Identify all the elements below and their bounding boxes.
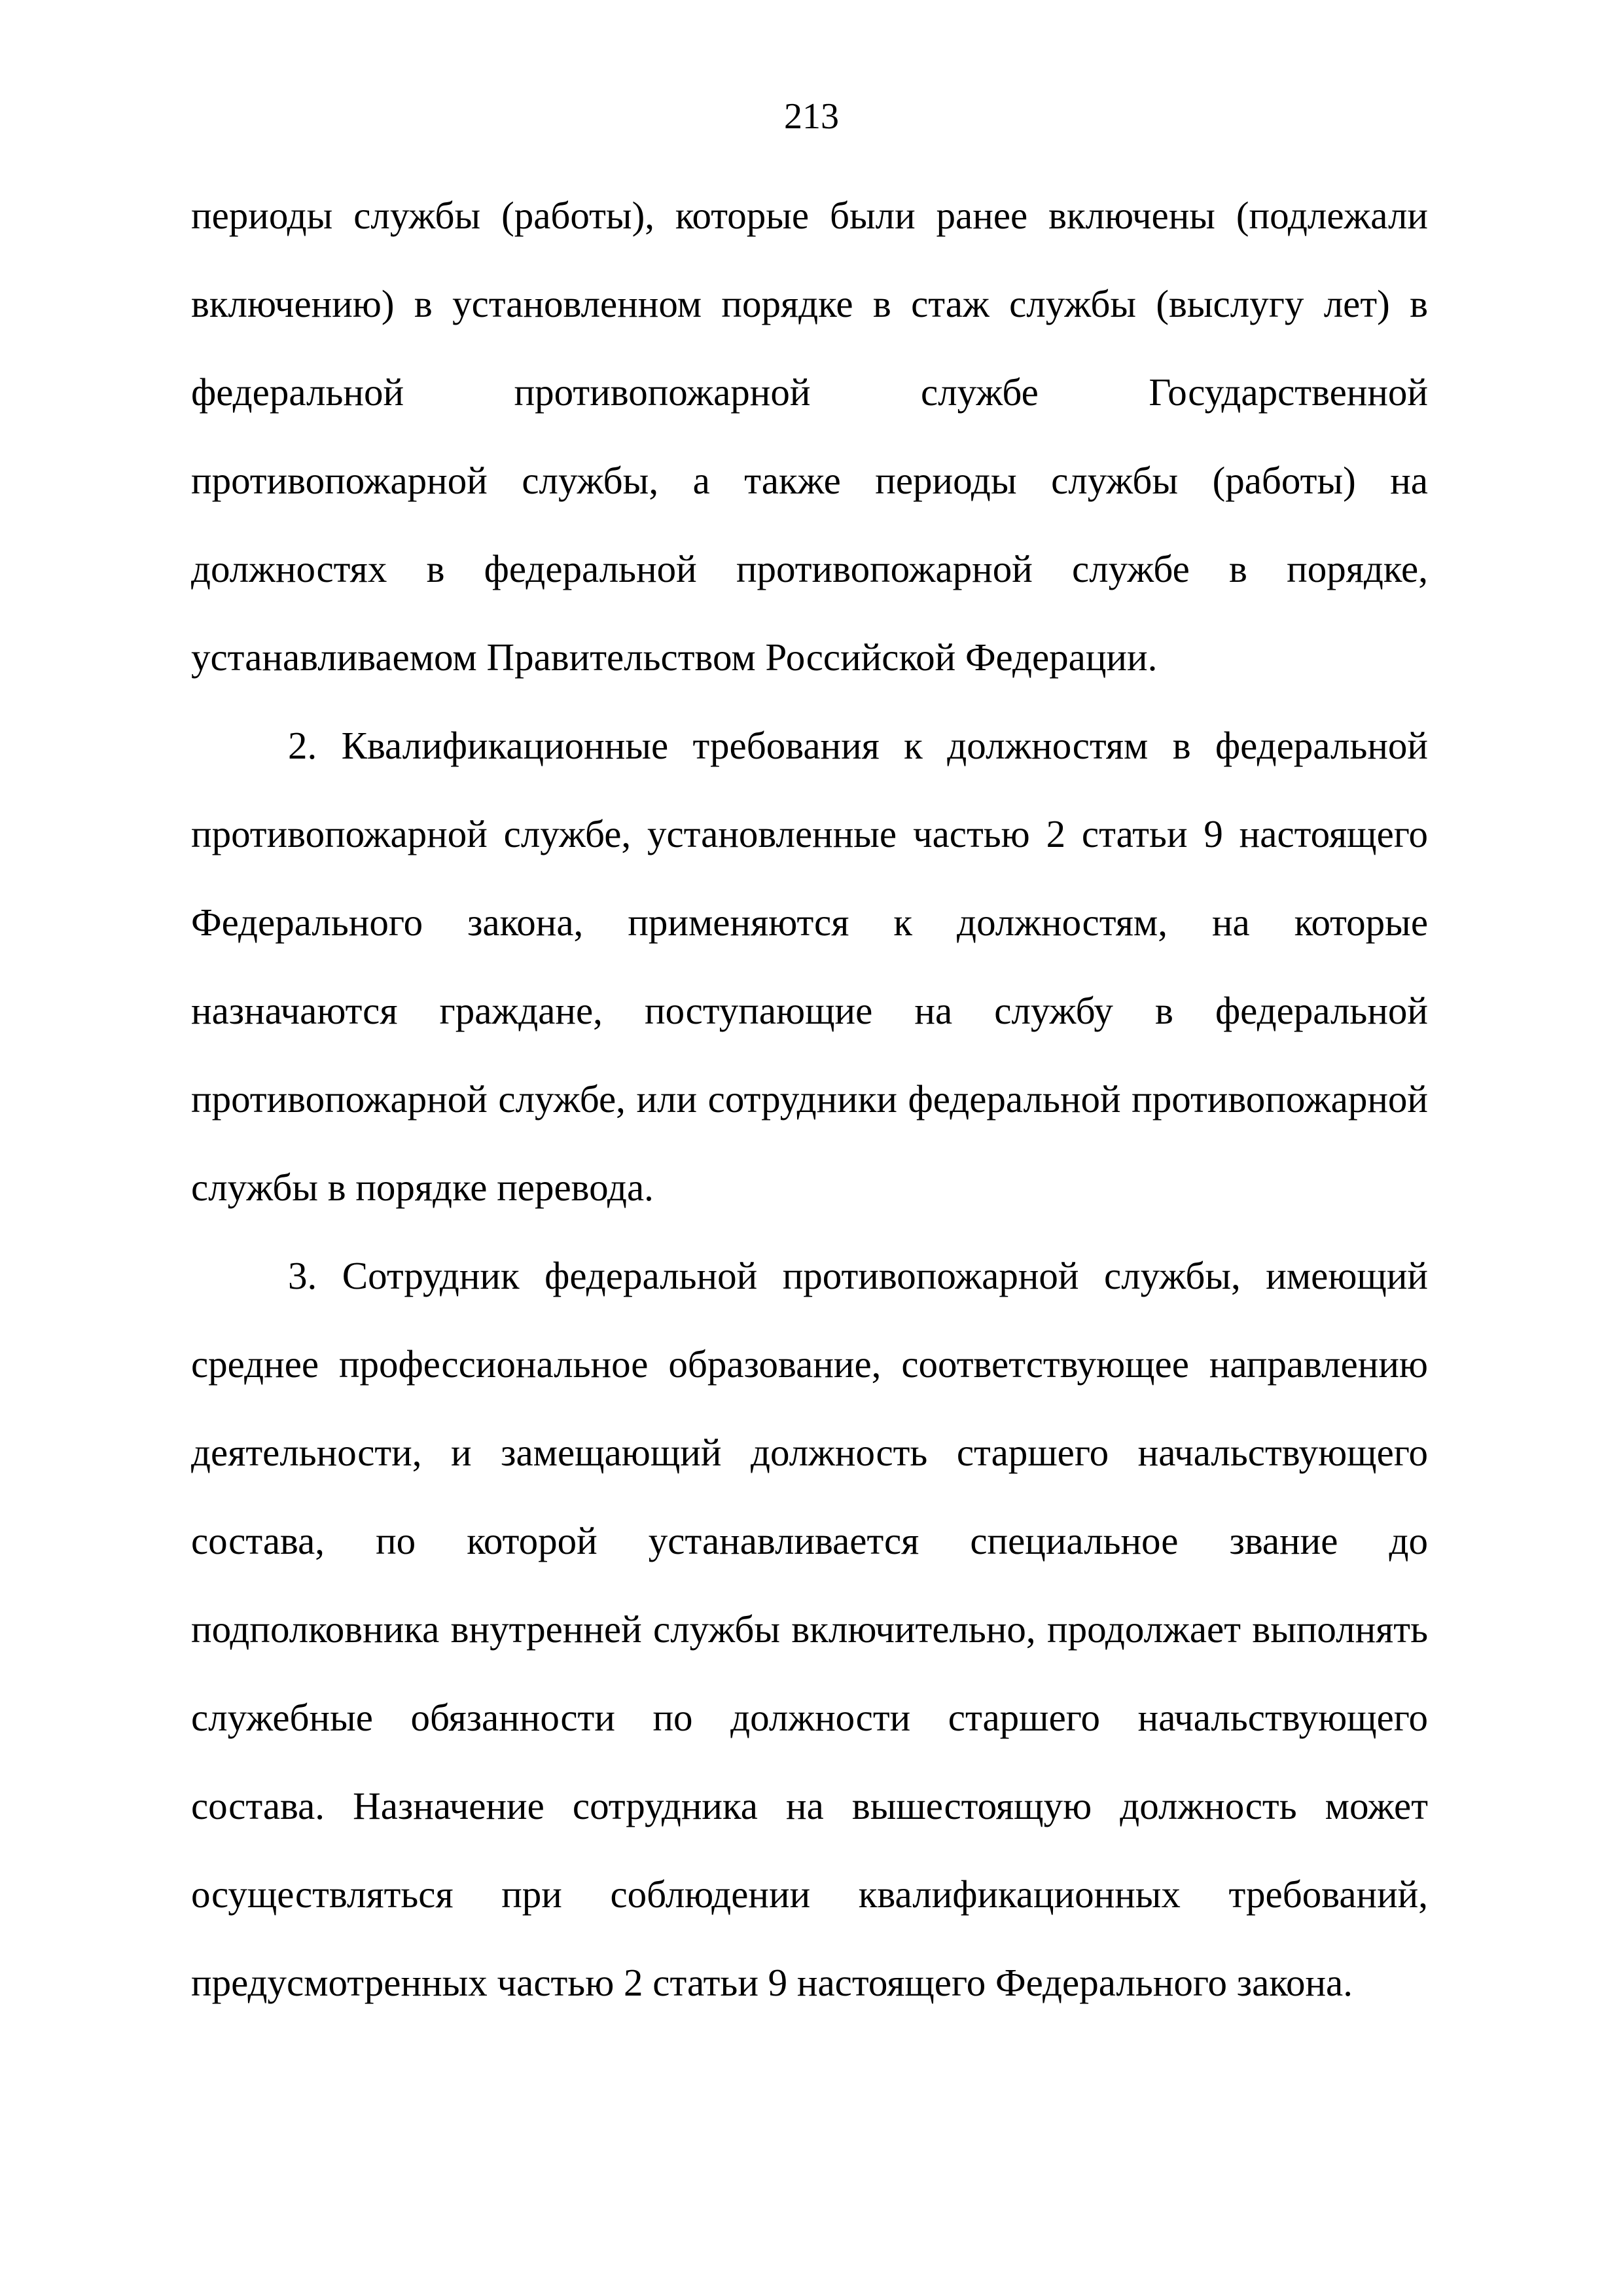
paragraph-continuation: периоды службы (работы), которые были ранее включены (подлежали включению) в установленном порядке в стаж службы (выслугу лет) в федеральной противопожарной службе Государственной противопожарной службы, а также периоды службы (работы) на должностях в федеральной противопожарной службе в порядке, устанавливаемом Правительством Российской Федерации. (191, 194, 1428, 679)
paragraph-item-2: 2. Квалификационные требования к должностям в федеральной противопожарной службе, установленные частью 2 статьи 9 настоящего Федерального закона, применяются к должностям, на которые назначаются граждане, поступающие на службу в федеральной противопожарной службе, или сотрудники федеральной противопожарной службы в порядке перевода. (191, 724, 1428, 1209)
paragraph-item-3: 3. Сотрудник федеральной противопожарной службы, имеющий среднее профессиональное образование, соответствующее направлению деятельности, и замещающий должность старшего начальствующего состава, по которой устанавливается специальное звание до подполковника внутренней службы включительно, продолжает выполнять служебные обязанности по должности старшего начальствующего состава. Назначение сотрудника на вышестоящую должность может осуществляться при соблюдении квалификационных требований, предусмотренных частью 2 статьи 9 настоящего Федерального закона. (191, 1254, 1428, 2004)
document-body (191, 171, 1428, 2027)
page-number: 213 (784, 96, 839, 137)
